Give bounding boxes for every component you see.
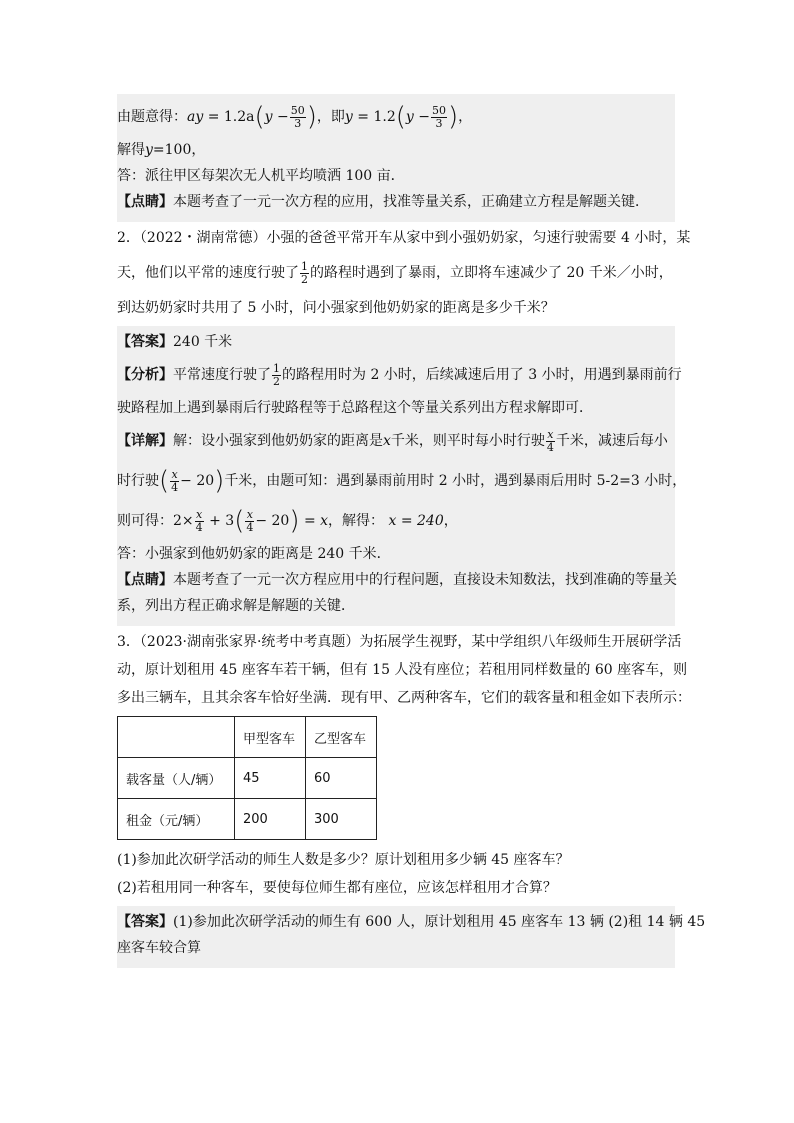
analysis-tag: 【分析】: [117, 367, 173, 383]
table-cell: 载客量（人/辆）: [118, 758, 235, 799]
paren-open: (: [254, 102, 265, 132]
question-2-solution: [117, 326, 687, 626]
question-text: 3．（2023·湖南张家界·统考中考真题）为拓展学生视野，某中学组织八年级师生开展研学活: [117, 634, 682, 650]
answer-line: 【答案】(1)参加此次研学活动的师生有 600 人，原计划租用 45 座客车 13 辆 (2)租 14 辆 45: [117, 914, 706, 930]
sub-question: (1)参加此次研学活动的师生人数是多少？原计划租用多少辆 45 座客车？: [117, 852, 570, 868]
answer-tag: 【答案】: [117, 914, 173, 930]
paren-open: (: [395, 102, 406, 132]
table-header-cell: [118, 717, 235, 758]
paren-close: ): [448, 102, 459, 132]
analysis-line: 驶路程加上遇到暴雨后行驶路程等于总路程这个等量关系列出方程求解即可．: [117, 400, 593, 416]
fraction: $\frac{x}{4}$: [246, 507, 254, 534]
sub-question: (2)若租用同一种客车，要使每位师生都有座位，应该怎样租用才合算？: [117, 880, 557, 896]
answer-line: 座客车较合算: [117, 940, 201, 956]
eq-term: y −: [405, 109, 430, 125]
answer-line: 答：派往甲区每架次无人机平均喷洒 100 亩．: [117, 168, 405, 184]
table-cell: 45: [235, 758, 306, 799]
eq-text: ，即: [316, 109, 345, 125]
fraction: $\frac{50}{3}$: [432, 103, 446, 130]
question-text: 天，他们以平常的速度行驶了 $\frac{1}{2}$ 的路程时遇到了暴雨，立即将车速减少了 20 千米／小时，: [117, 259, 673, 286]
eq-term: = 1.2: [357, 109, 396, 125]
question-text: 到达奶奶家时共用了 5 小时，问小强家到他奶奶家的距离是多少千米？: [117, 300, 555, 316]
fraction: $\frac{x}{4}$: [195, 507, 203, 534]
fraction: $\frac{1}{2}$: [273, 361, 280, 388]
question-2: [117, 228, 691, 318]
solve-line: 解得y=100，: [117, 142, 206, 158]
equation-line: [117, 100, 675, 134]
fraction: $\frac{x}{4}$: [546, 427, 554, 454]
review-line: 系，列出方程正确求解是解题的关键．: [117, 598, 355, 614]
paren-close: ): [306, 102, 317, 132]
table-cell: 300: [306, 799, 377, 840]
review-tag: 【点睛】: [117, 572, 173, 588]
answer-line: 【答案】240 千米: [117, 334, 233, 350]
detail-tag: 【详解】: [117, 433, 173, 449]
question-3: [117, 632, 691, 898]
table-cell: 200: [235, 799, 306, 840]
review-line: 【点睛】本题考查了一元一次方程应用中的行程问题，直接设未知数法，找到准确的等量关: [117, 572, 677, 588]
table-header-row: [118, 717, 377, 758]
detail-line: 则可得：2× $\frac{x}{4}$ + 3( $\frac{x}{4}$ − 20) = x，解得： x = 240，: [117, 506, 458, 536]
review-line: 【点睛】本题考查了一元一次方程的应用，找准等量关系，正确建立方程是解题关键．: [117, 194, 649, 210]
analysis-line: 【分析】平常速度行驶了 $\frac{1}{2}$ 的路程用时为 2 小时，后续减速后用了 3 小时，用遇到暴雨前行: [117, 361, 682, 388]
table-header-cell: 乙型客车: [306, 717, 377, 758]
solution-continuation: [117, 94, 675, 222]
answer-line: 答：小强家到他奶奶家的距离是 240 千米．: [117, 546, 391, 562]
bus-fare-table: [117, 716, 377, 840]
question-text: 2．（2022・湖南常德）小强的爸爸平常开车从家中到小强奶奶家，匀速行驶需要 4 小时，某: [117, 230, 691, 246]
question-text: 多出三辆车，且其余客车恰好坐满．现有甲、乙两种客车，它们的载客量和租金如下表所示：: [117, 690, 691, 706]
detail-line: 【详解】解：设小强家到他奶奶家的距离是x千米，则平时每小时行驶 $\frac{x}{4}$ 千米，减速后每小: [117, 427, 668, 454]
table-cell: 租金（元/辆）: [118, 799, 235, 840]
detail-line: 时行驶( $\frac{x}{4}$ − 20)千米，由题可知：遇到暴雨前用时 2 小时，遇到暴雨后用时 5-2=3 小时，: [117, 466, 687, 496]
eq-term: y: [344, 109, 353, 125]
question-3-answer: [117, 906, 706, 968]
question-text: 动，原计划租用 45 座客车若干辆，但有 15 人没有座位；若租用同样数量的 60 座客车，则: [117, 662, 688, 678]
table-row: [118, 758, 377, 799]
eq-term: ay: [187, 109, 204, 125]
table-cell: 60: [306, 758, 377, 799]
content-column: [117, 94, 706, 974]
table-row: [118, 799, 377, 840]
eq-term: = 1.2a: [207, 109, 255, 125]
eq-term: y −: [264, 109, 289, 125]
equation-lead: 由题意得：: [117, 109, 187, 125]
fraction: $\frac{x}{4}$: [171, 467, 179, 494]
review-tag: 【点睛】: [117, 194, 173, 210]
eq-text: ，: [458, 109, 473, 125]
answer-tag: 【答案】: [117, 334, 173, 350]
fraction: $\frac{1}{2}$: [301, 259, 308, 286]
fraction: $\frac{50}{3}$: [290, 103, 305, 130]
table-header-cell: 甲型客车: [235, 717, 306, 758]
